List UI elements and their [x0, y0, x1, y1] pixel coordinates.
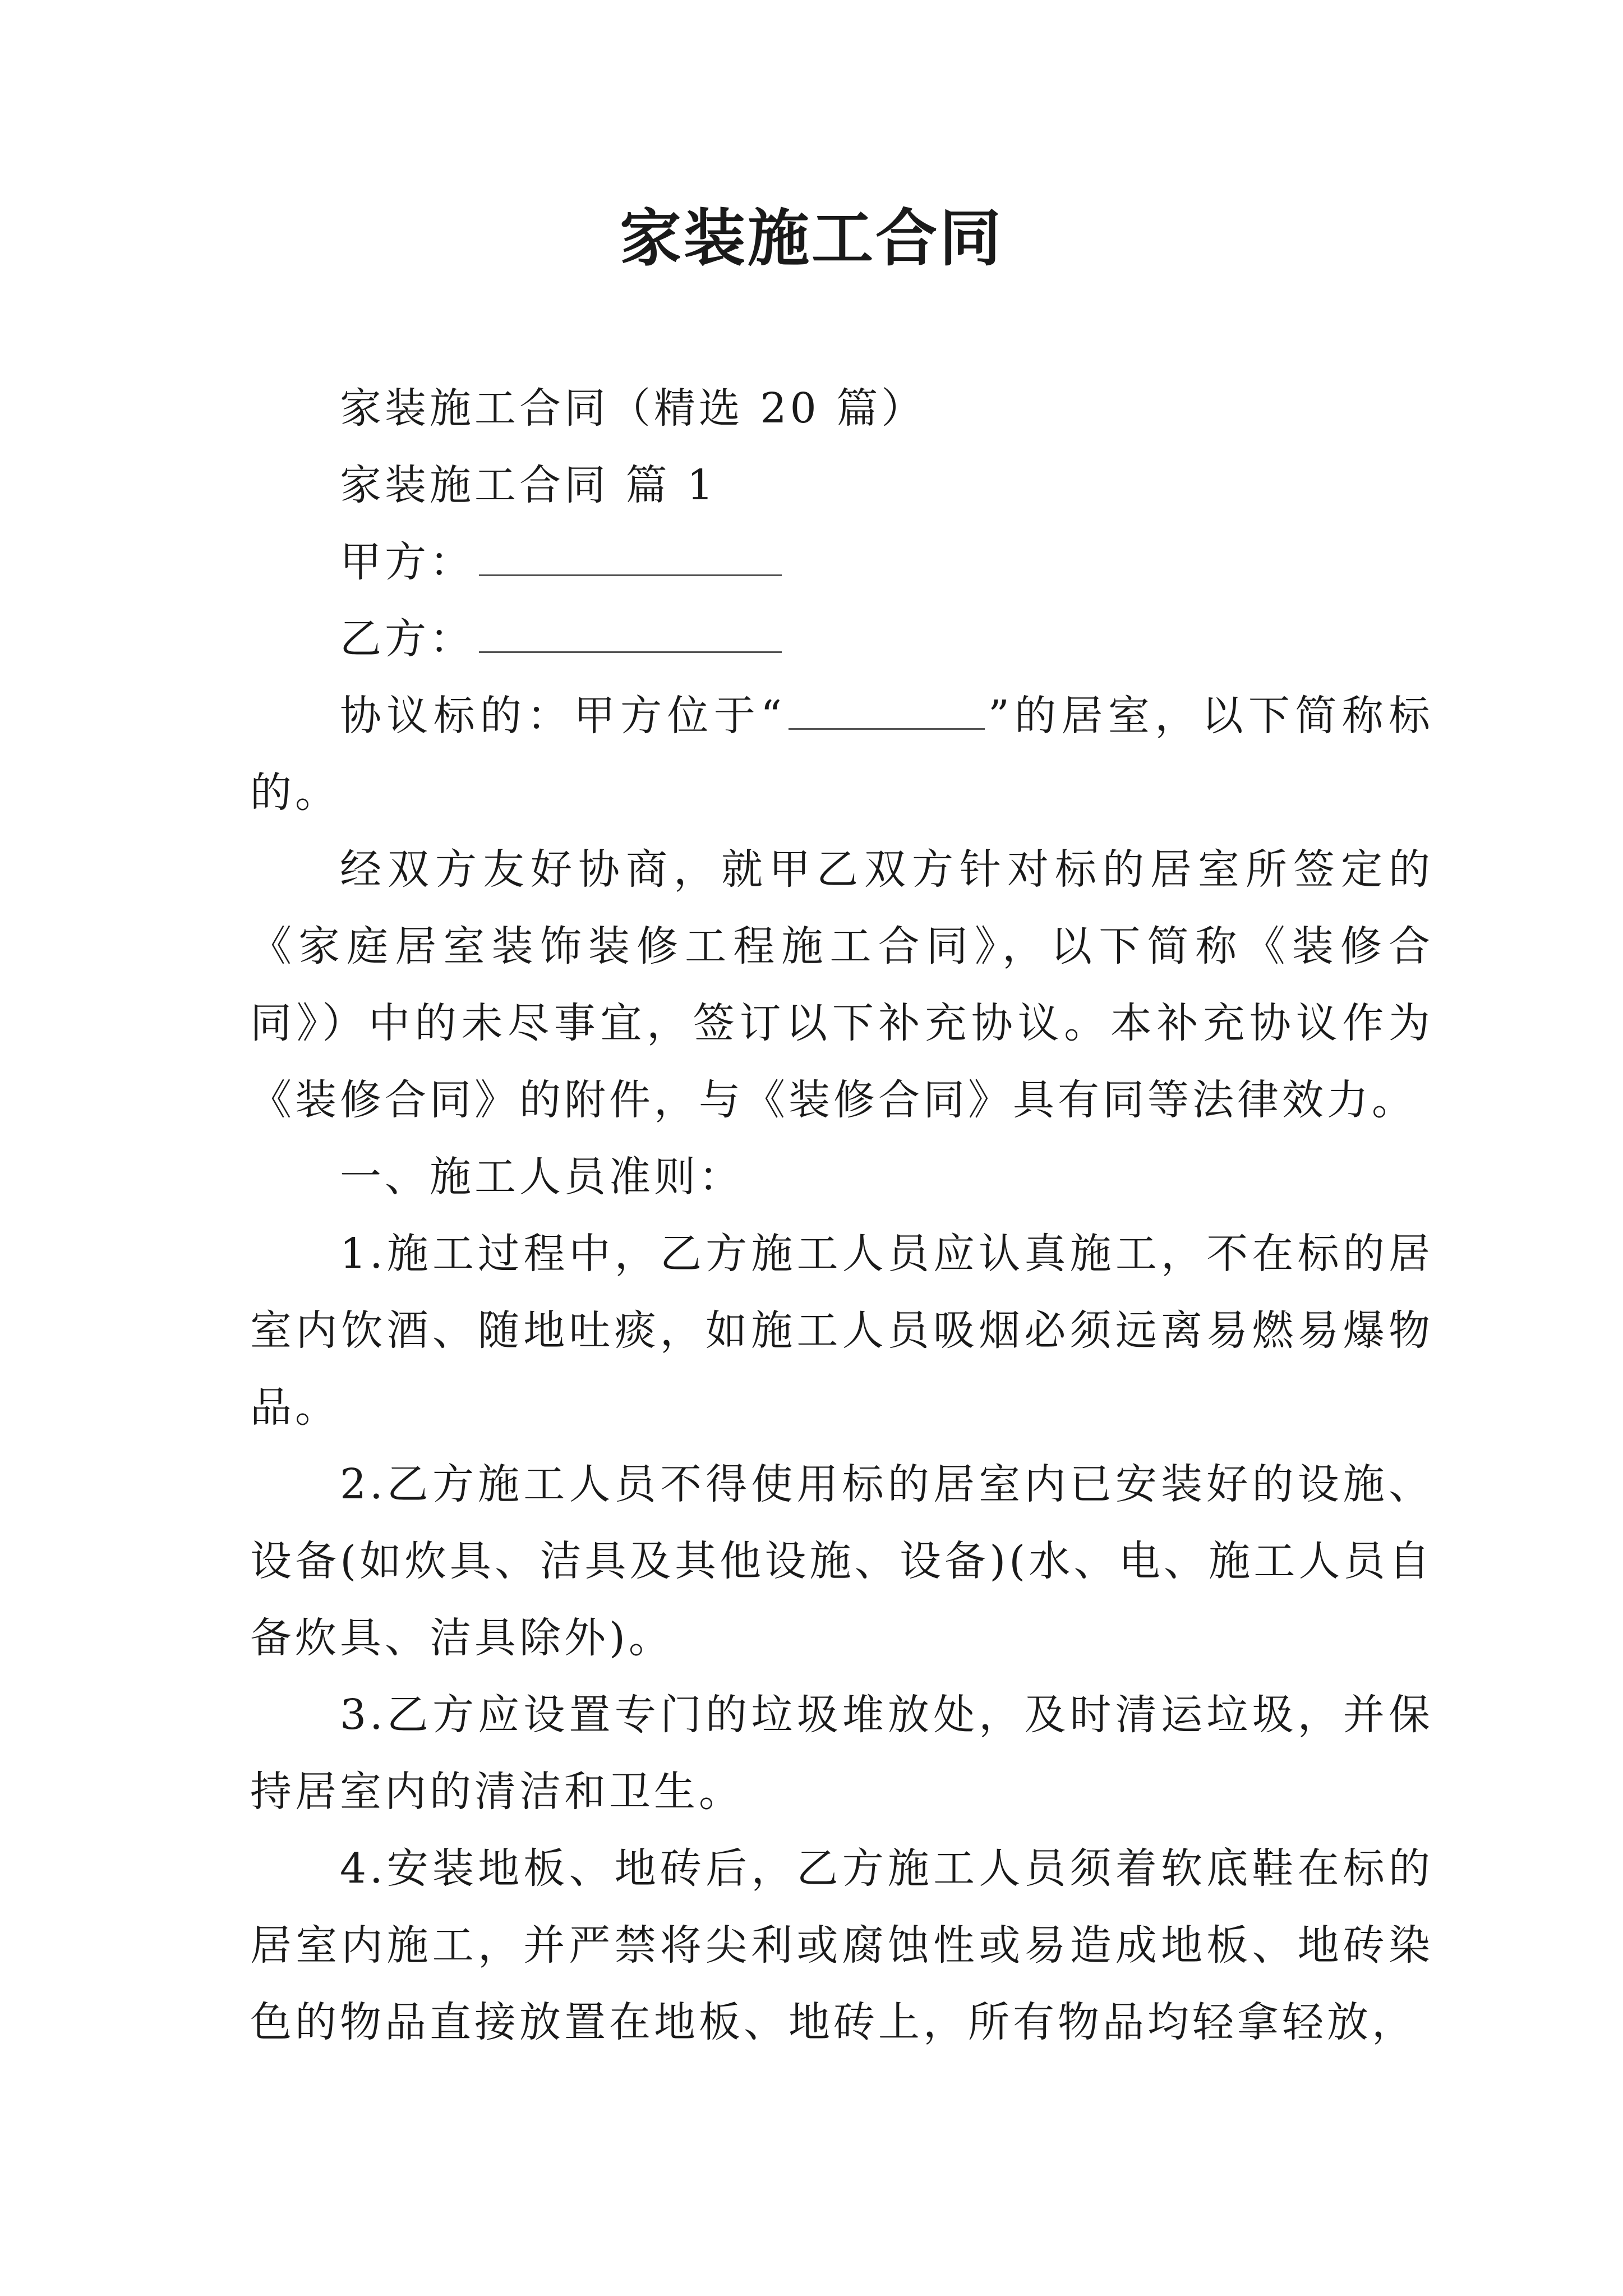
- subject-blank: [789, 693, 985, 730]
- party-a-line: [250, 524, 1433, 601]
- party-a-label: 甲方：: [340, 538, 474, 586]
- party-a-blank: [479, 540, 782, 576]
- party-b-blank: [479, 616, 782, 653]
- subject-paragraph: [250, 678, 1433, 831]
- rules-heading: 一、施工人员准则：: [340, 1153, 744, 1201]
- document-title: 家装施工合同: [620, 202, 1003, 274]
- subtitle: 家装施工合同（精选 20 篇）: [340, 384, 926, 432]
- rule-4-paragraph: 4.安装地板、地砖后，乙方施工人员须着软底鞋在标的居室内施工，并严禁将尖利或腐蚀性或易造成地板、地砖染色的物品直接放置在地板、地砖上，所有物品均轻拿轻放，: [250, 1844, 1433, 2046]
- section-heading: 家装施工合同 篇 1: [340, 461, 717, 509]
- party-b-line: [250, 601, 1433, 678]
- party-b-label: 乙方：: [340, 615, 474, 663]
- rule-2-paragraph: 2.乙方施工人员不得使用标的居室内已安装好的设施、设备(如炊具、洁具及其他设施、设备)(水、电、施工人员自备炊具、洁具除外)。: [250, 1460, 1433, 1662]
- subject-prefix: 协议标的：甲方位于“: [340, 692, 785, 740]
- subject-suffix: ”的居室，以下简称标的。: [250, 692, 1433, 817]
- rule-3-paragraph: 3.乙方应设置专门的垃圾堆放处，及时清运垃圾，并保持居室内的清洁和卫生。: [250, 1691, 1433, 1816]
- document-body: [250, 370, 1433, 2061]
- rule-1-paragraph: 1.施工过程中，乙方施工人员应认真施工，不在标的居室内饮酒、随地吐痰，如施工人员吸烟必须远离易燃易爆物品。: [250, 1230, 1433, 1432]
- intro-paragraph: 经双方友好协商，就甲乙双方针对标的居室所签定的《家庭居室装饰装修工程施工合同》，以下简称《装修合同》）中的未尽事宜，签订以下补充协议。本补充协议作为《装修合同》的附件，与《装修合同》具有同等法律效力。: [250, 845, 1433, 1124]
